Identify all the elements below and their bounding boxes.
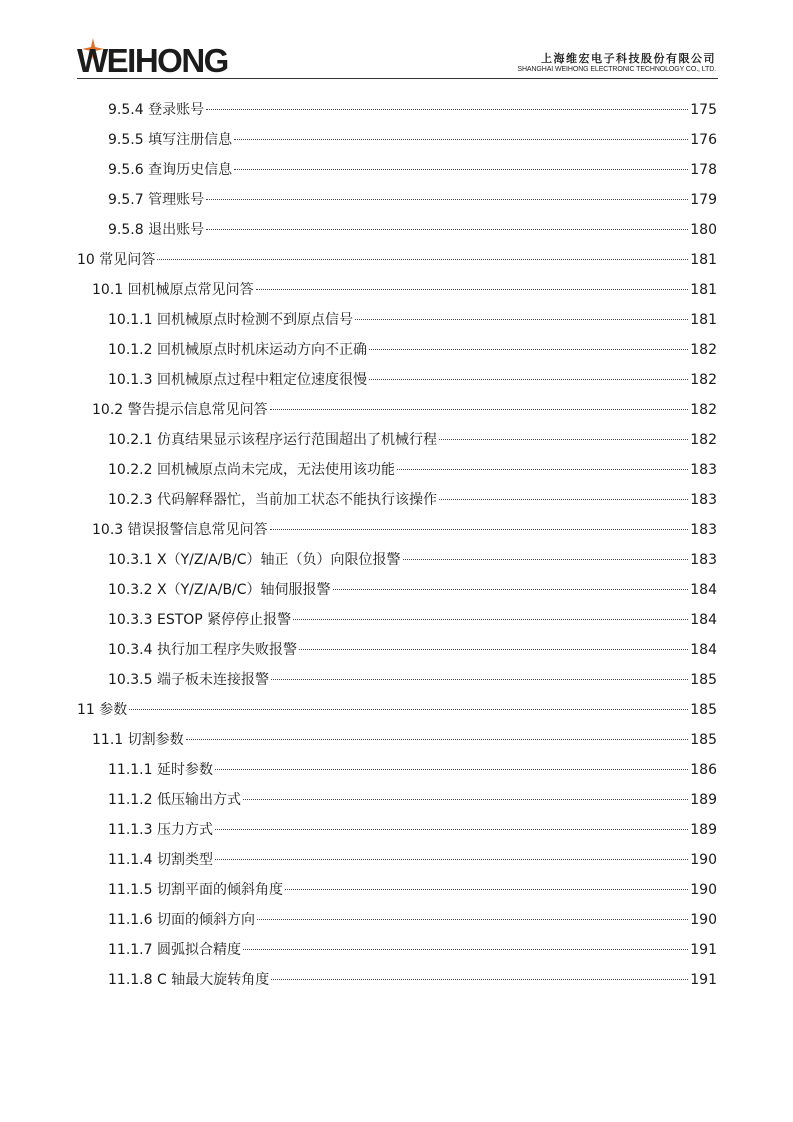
toc-entry[interactable] — [108, 965, 717, 995]
toc-entry-title: 10.1 回机械原点常见问答 — [92, 282, 254, 298]
toc-entry-title: 10.3.3 ESTOP 紧停停止报警 — [108, 612, 292, 628]
toc-entry-title: 10.3.1 X（Y/Z/A/B/C）轴正（负）向限位报警 — [108, 552, 401, 568]
company-logo: WEIHONG — [77, 42, 228, 79]
toc-dot-leader — [397, 469, 688, 470]
toc-dot-leader — [206, 109, 688, 110]
toc-entry-page: 181 — [690, 312, 717, 328]
toc-entry-title: 11.1.1 延时参数 — [108, 762, 213, 778]
toc-entry-page: 182 — [690, 402, 717, 418]
toc-entry-page: 176 — [690, 132, 717, 148]
toc-entry[interactable] — [108, 785, 717, 815]
toc-entry-page: 181 — [690, 282, 717, 298]
toc-entry-page: 184 — [690, 612, 717, 628]
toc-entry[interactable] — [92, 275, 717, 305]
toc-entry-title: 11.1.4 切割类型 — [108, 852, 213, 868]
toc-entry[interactable] — [108, 95, 717, 125]
toc-entry-page: 175 — [690, 102, 717, 118]
toc-entry-title: 10.2 警告提示信息常见问答 — [92, 402, 268, 418]
toc-entry-page: 182 — [690, 432, 717, 448]
toc-entry-title: 10.1.3 回机械原点过程中粗定位速度很慢 — [108, 372, 367, 388]
toc-entry[interactable] — [108, 365, 717, 395]
toc-entry[interactable] — [108, 485, 717, 515]
toc-entry-title: 10.2.1 仿真结果显示该程序运行范围超出了机械行程 — [108, 432, 437, 448]
toc-entry-page: 179 — [690, 192, 717, 208]
toc-entry-page: 183 — [690, 462, 717, 478]
toc-entry-title: 9.5.8 退出账号 — [108, 222, 205, 238]
toc-entry[interactable] — [108, 575, 717, 605]
toc-dot-leader — [215, 769, 688, 770]
toc-entry-title: 9.5.4 登录账号 — [108, 102, 205, 118]
toc-entry-page: 189 — [690, 822, 717, 838]
toc-entry-page: 190 — [690, 852, 717, 868]
header-divider — [77, 78, 718, 79]
toc-dot-leader — [271, 979, 688, 980]
toc-entry-page: 186 — [690, 762, 717, 778]
toc-entry-page: 183 — [690, 492, 717, 508]
toc-entry-title: 11.1.8 C 轴最大旋转角度 — [108, 972, 270, 988]
toc-entry-page: 183 — [690, 522, 717, 538]
toc-entry[interactable] — [77, 695, 717, 725]
company-name-en: SHANGHAI WEIHONG ELECTRONIC TECHNOLOGY CO., LTD. — [517, 66, 716, 73]
toc-entry-title: 10 常见问答 — [77, 252, 156, 268]
toc-dot-leader — [186, 739, 689, 740]
toc-dot-leader — [285, 889, 688, 890]
toc-dot-leader — [215, 829, 688, 830]
toc-dot-leader — [206, 229, 688, 230]
toc-dot-leader — [369, 349, 688, 350]
toc-dot-leader — [439, 499, 688, 500]
toc-entry[interactable] — [108, 935, 717, 965]
toc-entry[interactable] — [108, 605, 717, 635]
toc-entry-title: 11.1.2 低压输出方式 — [108, 792, 241, 808]
toc-dot-leader — [243, 799, 688, 800]
toc-dot-leader — [270, 409, 689, 410]
toc-dot-leader — [270, 529, 689, 530]
toc-entry-page: 190 — [690, 882, 717, 898]
toc-entry-page: 189 — [690, 792, 717, 808]
toc-dot-leader — [355, 319, 688, 320]
toc-entry-page: 190 — [690, 912, 717, 928]
toc-entry[interactable] — [108, 215, 717, 245]
toc-entry-title: 11.1.6 切面的倾斜方向 — [108, 912, 255, 928]
toc-entry-title: 11 参数 — [77, 702, 128, 718]
toc-entry-title: 10.1.1 回机械原点时检测不到原点信号 — [108, 312, 353, 328]
toc-dot-leader — [129, 709, 688, 710]
toc-entry-page: 180 — [690, 222, 717, 238]
toc-entry-page: 182 — [690, 342, 717, 358]
toc-dot-leader — [271, 679, 688, 680]
toc-dot-leader — [439, 439, 688, 440]
toc-dot-leader — [206, 199, 688, 200]
toc-entry-title: 10.3 错误报警信息常见问答 — [92, 522, 268, 538]
toc-dot-leader — [293, 619, 688, 620]
toc-dot-leader — [256, 289, 689, 290]
toc-entry[interactable] — [108, 545, 717, 575]
toc-entry-title: 11.1.3 压力方式 — [108, 822, 213, 838]
toc-entry[interactable] — [108, 335, 717, 365]
toc-entry[interactable] — [108, 845, 717, 875]
toc-entry[interactable] — [92, 515, 717, 545]
toc-entry-page: 181 — [690, 252, 717, 268]
toc-entry[interactable] — [108, 665, 717, 695]
toc-entry[interactable] — [108, 185, 717, 215]
toc-dot-leader — [299, 649, 688, 650]
toc-dot-leader — [234, 169, 688, 170]
toc-entry-page: 184 — [690, 642, 717, 658]
toc-dot-leader — [333, 589, 689, 590]
toc-entry-page: 185 — [690, 672, 717, 688]
toc-entry-page: 191 — [690, 942, 717, 958]
toc-entry-title: 11.1.5 切割平面的倾斜角度 — [108, 882, 283, 898]
toc-entry[interactable] — [108, 875, 717, 905]
toc-entry-title: 10.3.2 X（Y/Z/A/B/C）轴伺服报警 — [108, 582, 331, 598]
toc-entry[interactable] — [77, 245, 717, 275]
toc-dot-leader — [157, 259, 688, 260]
toc-entry[interactable] — [108, 455, 717, 485]
toc-entry-page: 191 — [690, 972, 717, 988]
toc-entry-title: 11.1.7 圆弧拟合精度 — [108, 942, 241, 958]
toc-dot-leader — [234, 139, 688, 140]
toc-entry-page: 184 — [690, 582, 717, 598]
page-header — [0, 0, 793, 80]
toc-entry-page: 182 — [690, 372, 717, 388]
toc-entry-title: 10.2.2 回机械原点尚未完成，无法使用该功能 — [108, 462, 395, 478]
toc-entry-page: 178 — [690, 162, 717, 178]
toc-entry[interactable] — [108, 905, 717, 935]
toc-entry-page: 183 — [690, 552, 717, 568]
toc-dot-leader — [215, 859, 688, 860]
toc-entry-title: 9.5.5 填写注册信息 — [108, 132, 233, 148]
toc-dot-leader — [369, 379, 688, 380]
toc-entry[interactable] — [108, 155, 717, 185]
toc-entry[interactable] — [108, 305, 717, 335]
toc-entry[interactable] — [108, 815, 717, 845]
toc-entry[interactable] — [92, 395, 717, 425]
toc-entry-title: 9.5.7 管理账号 — [108, 192, 205, 208]
toc-entry-title: 10.3.5 端子板未连接报警 — [108, 672, 269, 688]
toc-entry[interactable] — [108, 425, 717, 455]
toc-entry[interactable] — [92, 725, 717, 755]
toc-entry[interactable] — [108, 635, 717, 665]
toc-entry[interactable] — [108, 125, 717, 155]
toc-entry-title: 10.2.3 代码解释器忙，当前加工状态不能执行该操作 — [108, 492, 437, 508]
toc-entry-title: 10.1.2 回机械原点时机床运动方向不正确 — [108, 342, 367, 358]
toc-entry-page: 185 — [690, 732, 717, 748]
toc-entry-page: 185 — [690, 702, 717, 718]
toc-entry-title: 9.5.6 查询历史信息 — [108, 162, 233, 178]
toc-dot-leader — [243, 949, 688, 950]
toc-dot-leader — [403, 559, 689, 560]
toc-dot-leader — [257, 919, 688, 920]
toc-entry[interactable] — [108, 755, 717, 785]
toc-entry-title: 10.3.4 执行加工程序失败报警 — [108, 642, 297, 658]
toc-entry-title: 11.1 切割参数 — [92, 732, 184, 748]
company-name-cn: 上海维宏电子科技股份有限公司 — [541, 52, 716, 65]
